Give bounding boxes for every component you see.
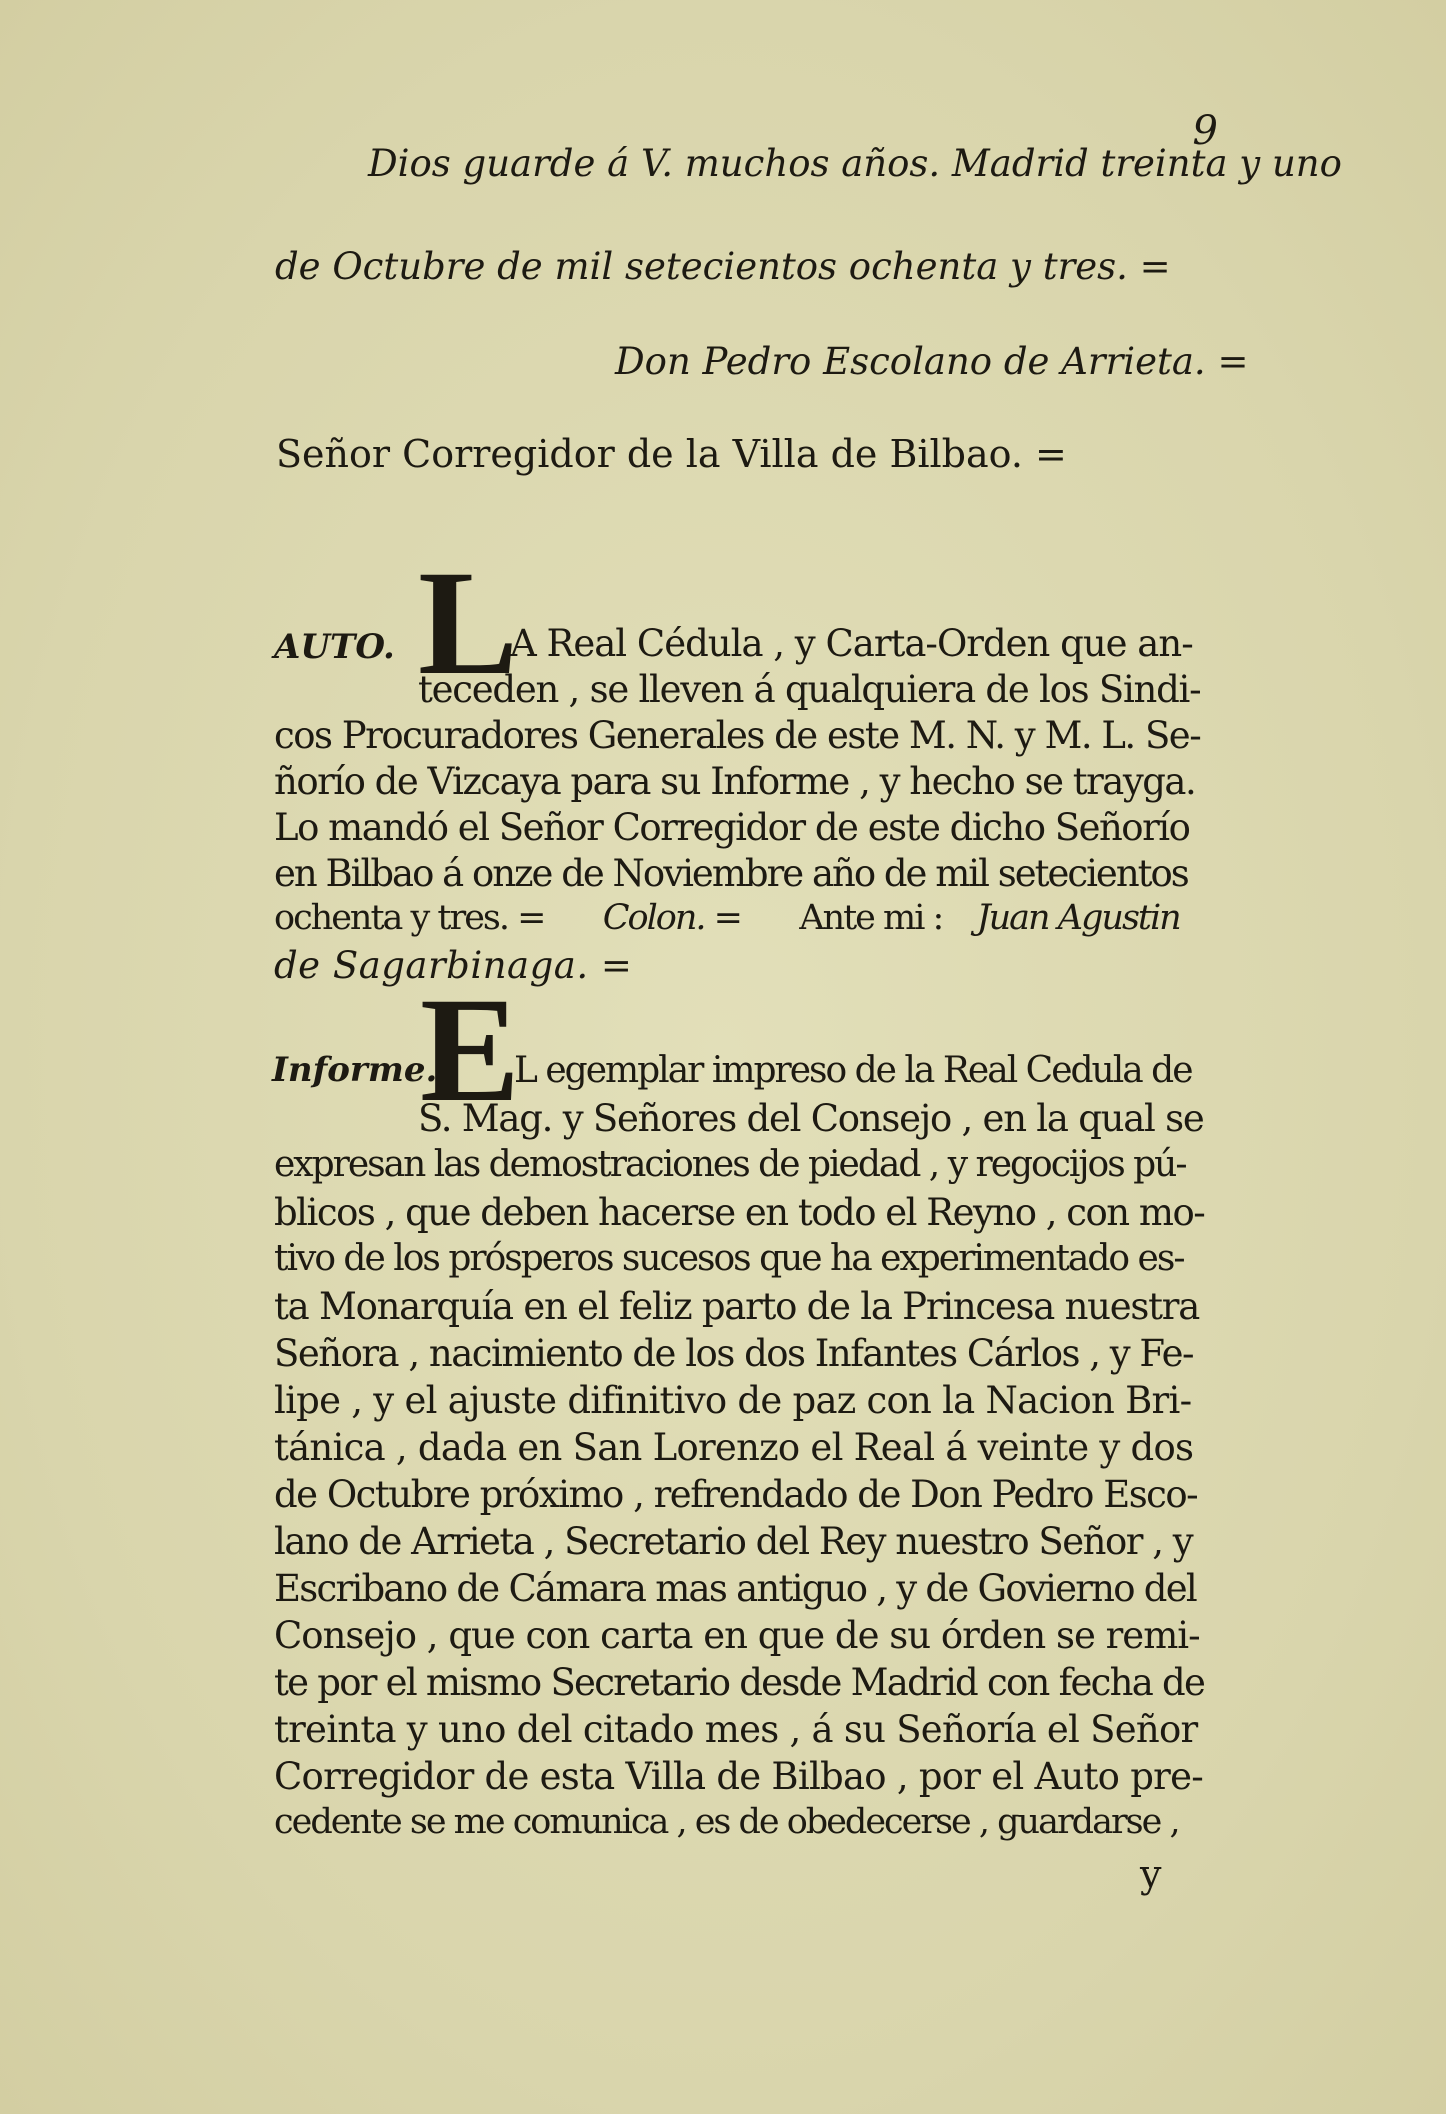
informe-line-14: te por el mismo Secretario desde Madrid con fecha de: [274, 1661, 1205, 1704]
auto-ante-mi: Ante mi :: [799, 898, 943, 938]
auto-line-7-text: ochenta y tres. =: [274, 898, 545, 938]
informe-line-16: Corregidor de esta Villa de Bilbao , por el Auto pre-: [274, 1755, 1203, 1798]
closing-signature: Don Pedro Escolano de Arrieta. =: [615, 340, 1249, 383]
informe-line-9: tánica , dada en San Lorenzo el Real á veinte y dos: [274, 1426, 1194, 1469]
closing-line-2: de Octubre de mil setecientos ochenta y tres. =: [275, 245, 1171, 288]
informe-line-5: tivo de los prósperos sucesos que ha experimentado es-: [274, 1238, 1184, 1279]
informe-line-6: ta Monarquía en el feliz parto de la Princesa nuestra: [274, 1285, 1199, 1328]
auto-line-3: cos Procuradores Generales de este M. N. y M. L. Se-: [274, 714, 1201, 757]
informe-line-3: expresan las demostraciones de piedad , y regocijos pú-: [274, 1144, 1186, 1185]
auto-signer: Juan Agustin: [976, 898, 1180, 938]
informe-dropcap: E: [420, 967, 521, 1133]
auto-line-5: Lo mandó el Señor Corregidor de este dicho Señorío: [274, 806, 1190, 849]
informe-line-11: lano de Arrieta , Secretario del Rey nuestro Señor , y: [274, 1520, 1193, 1563]
informe-line-10: de Octubre próximo , refrendado de Don Pedro Esco-: [274, 1473, 1198, 1516]
informe-line-2: S. Mag. y Señores del Consejo , en la qual se: [418, 1097, 1204, 1140]
informe-margin-label: Informe.: [272, 1050, 438, 1090]
informe-line-4: blicos , que deben hacerse en todo el Reyno , con mo-: [274, 1191, 1205, 1234]
auto-final-line: de Sagarbinaga. =: [274, 944, 633, 987]
informe-line-8: lipe , y el ajuste difinitivo de paz con la Nacion Bri-: [274, 1379, 1192, 1422]
auto-colon-signature: Colon. =: [602, 898, 742, 938]
auto-line-1: A Real Cédula , y Carta-Orden que an-: [510, 622, 1193, 665]
informe-line-13: Consejo , que con carta en que de su órden se remi-: [274, 1614, 1200, 1657]
informe-line-7: Señora , nacimiento de los dos Infantes Cárlos , y Fe-: [274, 1332, 1193, 1375]
auto-line-2: teceden , se lleven á qualquiera de los Sindi-: [418, 668, 1201, 711]
address-line: Señor Corregidor de la Villa de Bilbao. =: [276, 432, 1067, 476]
auto-line-6: en Bilbao á onze de Noviembre año de mil setecientos: [274, 852, 1188, 895]
informe-line-12: Escribano de Cámara mas antiguo , y de Govierno del: [274, 1567, 1196, 1610]
informe-line-1: L egemplar impreso de la Real Cedula de: [514, 1050, 1192, 1091]
auto-line-4: ñorío de Vizcaya para su Informe , y hecho se trayga.: [274, 760, 1196, 803]
auto-margin-label: AUTO.: [274, 627, 395, 667]
informe-line-15: treinta y uno del citado mes , á su Señoría el Señor: [274, 1708, 1198, 1751]
auto-line-7: [274, 898, 1200, 938]
informe-line-17: cedente se me comunica , es de obedecerse , guardarse ,: [274, 1802, 1179, 1842]
closing-line-1: Dios guarde á V. muchos años. Madrid treinta y uno: [368, 142, 1342, 185]
auto-dropcap: L: [418, 540, 519, 706]
catchword: y: [1140, 1852, 1162, 1896]
page-number: 9: [1192, 108, 1218, 154]
